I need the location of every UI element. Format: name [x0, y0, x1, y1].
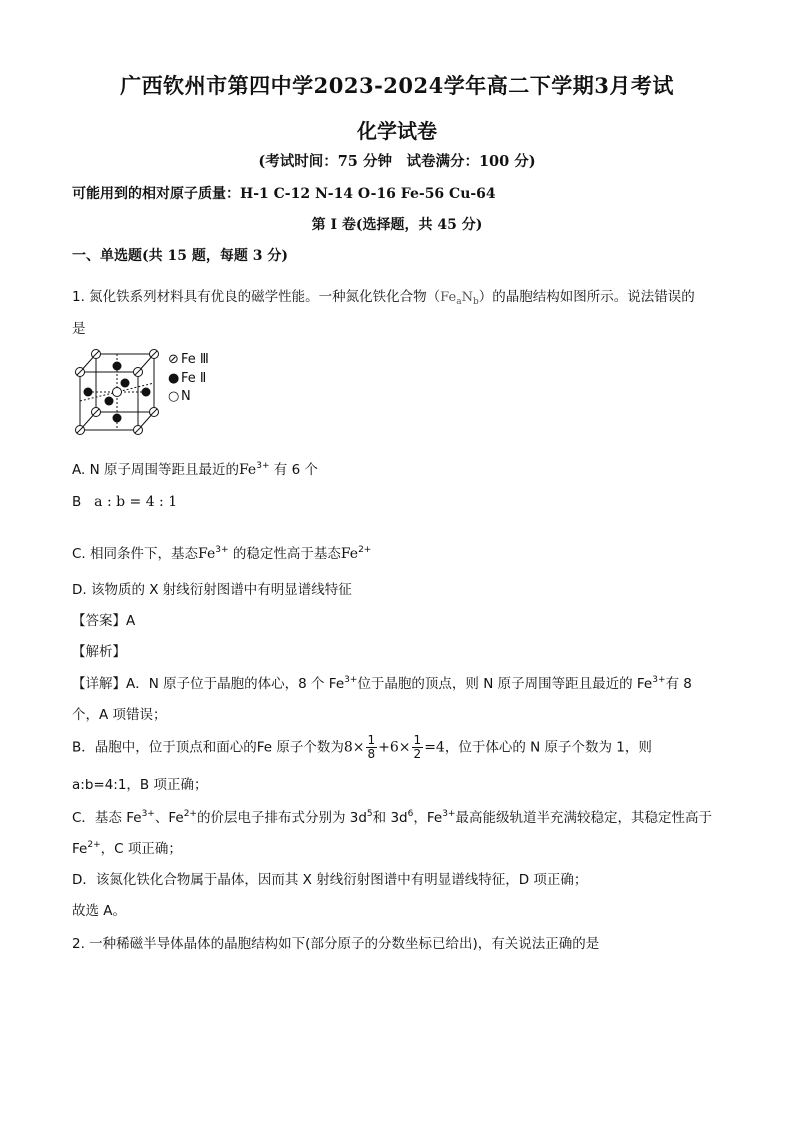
q1-detail-line-1: 【详解】A．N 原子位于晶胞的体心，8 个 $Fe^{3+}$位于晶胞的顶点，则 N 原子周围等距且最近的 $Fe^{3+}$有 8	[72, 675, 692, 692]
q1-option-d: D. 该物质的 X 射线衍射图谱中有明显谱线特征	[72, 582, 352, 598]
n-body-center	[113, 388, 122, 397]
exam-info: (考试时间：75 分钟 试卷满分：100 分)	[258, 153, 536, 170]
fraction-1-8: $\frac{1}{8}$	[367, 733, 376, 761]
exam-title: 广西钦州市第四中学2023-2024学年高二下学期3月考试	[120, 73, 674, 98]
q2-stem: 2. 一种稀磁半导体晶体的晶胞结构如下(部分原子的分数坐标已给出)，有关说法正确的是	[72, 936, 600, 952]
q1-stem-cont: 是	[72, 321, 86, 337]
atomic-masses: 可能用到的相对原子质量：H-1 C-12 N-14 O-16 Fe-56 Cu-64	[72, 186, 496, 202]
q1-formula: $Fe_aN_b$	[440, 290, 479, 307]
q1-detail-line-7: D．该氮化铁化合物属于晶体，因而其 X 射线衍射图谱中有明显谱线特征，D 项正确；	[72, 872, 588, 888]
q1-detail-line-4: a:b=4:1，B 项正确；	[72, 777, 208, 793]
legend-fe2: ● Fe Ⅱ	[168, 371, 207, 386]
part-title: 第 I 卷(选择题，共 45 分)	[311, 217, 483, 233]
exam-subtitle: 化学试卷	[357, 119, 437, 143]
q1-detail-line-8: 故选 A。	[72, 903, 127, 919]
fraction-1-2: $\frac{1}{2}$	[413, 733, 422, 761]
q1-analysis-label: 【解析】	[72, 644, 126, 660]
q1-detail-line-5: C．基态 $Fe^{3+}$、$Fe^{2+}$的价层电子排布式分别为 $3d^5$和 $3d^6$，$Fe^{3+}$最高能级轨道半充满较稳定，其稳定性高于	[72, 809, 712, 826]
q1-option-a: A. N 原子周围等距且最近的$Fe^{3+}$ 有 6 个	[72, 461, 318, 478]
legend-fe3: ⊘ Fe Ⅲ	[168, 352, 209, 367]
q1-option-b: B a : b = 4 : 1	[72, 494, 178, 510]
q1-answer: 【答案】A	[72, 613, 136, 629]
q1-option-c: C. 相同条件下，基态$Fe^{3+}$ 的稳定性高于基态$Fe^{2+}$	[72, 545, 372, 562]
q1-stem: 1. 氮化铁系列材料具有优良的磁学性能。一种氮化铁化合物$(Fe_aN_b)$的晶胞结构如图所示。说法错误的	[72, 289, 695, 307]
q1-detail-line-2: 个，A 项错误；	[72, 707, 167, 723]
q1-detail-line-6: $Fe^{2+}$，C 项正确；	[72, 840, 182, 857]
section-title: 一、单选题(共 15 题，每题 3 分)	[72, 248, 288, 264]
legend-n: ○ N	[168, 389, 191, 404]
crystal-cell-figure	[72, 346, 167, 441]
q1-detail-line-3: B．晶胞中，位于顶点和面心的Fe 原子个数为8× $\frac{1}{8}$ +6× $\frac{1}{2}$ =4，位于体心的 N 原子个数为 1，则	[72, 733, 652, 761]
